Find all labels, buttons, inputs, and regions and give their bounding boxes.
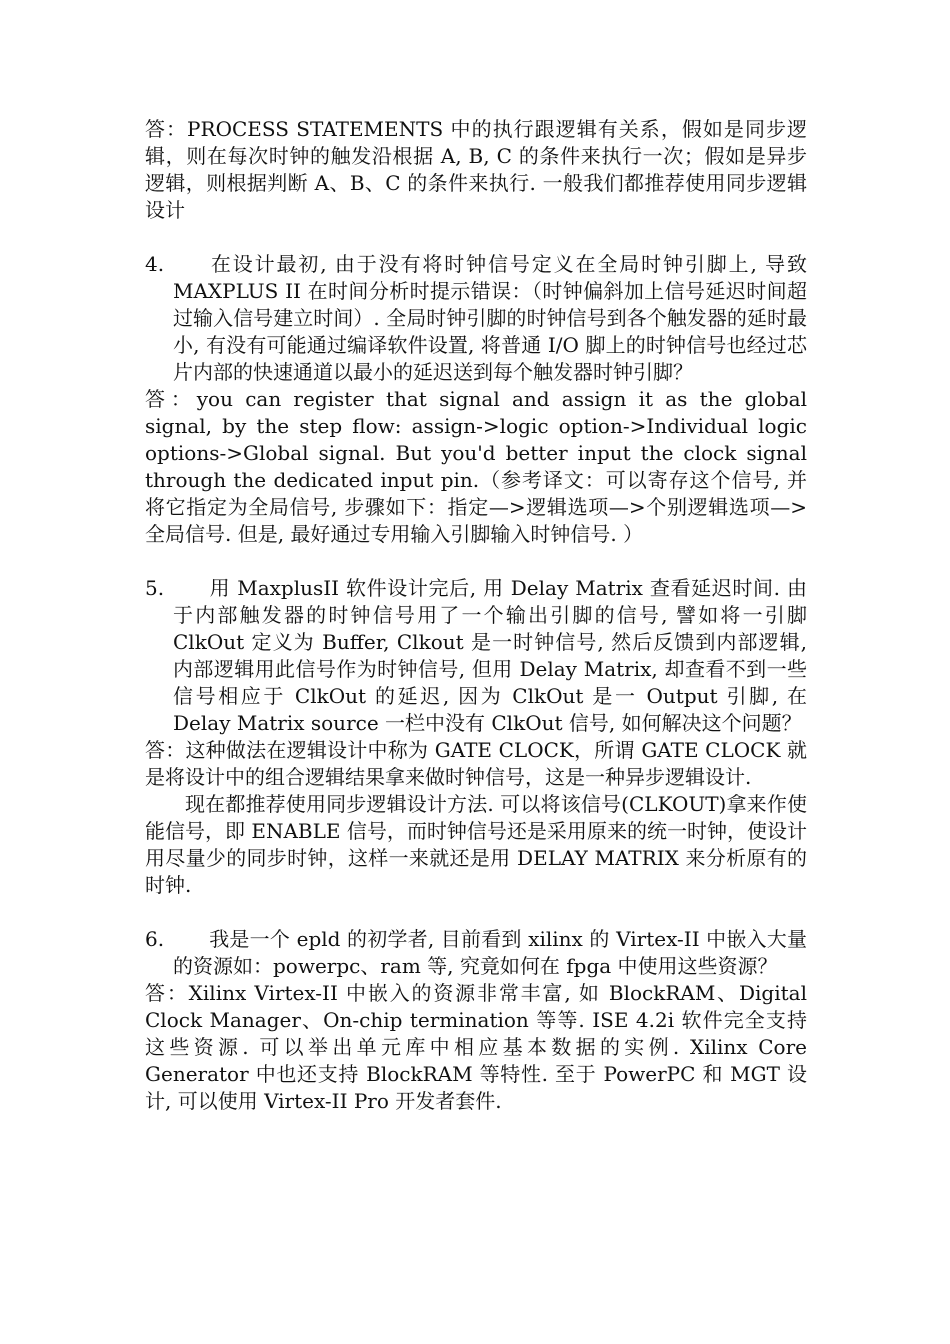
answer-3: 答：PROCESS STATEMENTS 中的执行跟逻辑有关系，假如是同步逻辑，则在每次时钟的触发沿根据 A, B, C 的条件来执行一次；假如是异步逻辑，则根据判断 A、B、C 的条件来执行. 一般我们都推荐使用同步逻辑设计 xyxy=(145,117,807,222)
answer-5-part-2: 现在都推荐使用同步逻辑设计方法. 可以将该信号(CLKOUT)拿来作使能信号，即 ENABLE 信号，而时钟信号还是采用原来的统一时钟，使设计用尽量少的同步时钟，这样一来就还是用 DELAY MATRIX 来分析原有的时钟. xyxy=(145,792,807,897)
answer-6: 答：Xilinx Virtex-II 中嵌入的资源非常丰富, 如 BlockRAM、Digital Clock Manager、On-chip termination 等等. ISE 4.2i 软件完全支持这些资源. 可以举出单元库中相应基本数据的实例. Xilinx Core Generator 中也还支持 BlockRAM 等特性. 至于 PowerPC 和 MGT 设计, 可以使用 Virtex-II Pro 开发者套件. xyxy=(145,981,807,1113)
question-4 xyxy=(145,251,807,386)
answer-5-part-1: 答：这种做法在逻辑设计中称为 GATE CLOCK，所谓 GATE CLOCK 就是将设计中的组合逻辑结果拿来做时钟信号，这是一种异步逻辑设计. xyxy=(145,738,807,789)
document-page xyxy=(145,116,807,1115)
question-5-number: 5. xyxy=(145,576,165,600)
answer-4: 答：you can register that signal and assign it as the global signal, by the step flow: assign->logic option->Individual logic options->Global signal. But you'd better input the clock signal through the dedicated input pin.（参考译文：可以寄存这个信号, 并将它指定为全局信号, 步骤如下：指定—>逻辑选项—>个别逻辑选项—>全局信号. 但是, 最好通过专用输入引脚输入时钟信号. ） xyxy=(145,387,807,546)
question-6-text: 我是一个 epld 的初学者, 目前看到 xilinx 的 Virtex-II 中嵌入大量的资源如：powerpc、ram 等, 究竟如何在 fpga 中使用这些资源？ xyxy=(173,927,807,978)
spacer xyxy=(145,224,807,251)
spacer xyxy=(145,548,807,575)
question-6-number: 6. xyxy=(145,927,165,951)
spacer xyxy=(145,899,807,926)
question-5-text: 用 MaxplusII 软件设计完后, 用 Delay Matrix 查看延迟时间. 由于内部触发器的时钟信号用了一个输出引脚的信号, 譬如将一引脚 ClkOut 定义为 Buffer, Clkout 是一时钟信号, 然后反馈到内部逻辑, 内部逻辑用此信号作为时钟信号, 但用 Delay Matrix, 却查看不到一些信号相应于 ClkOut 的延迟, 因为 ClkOut 是一 Output 引脚, 在 Delay Matrix source 一栏中没有 ClkOut 信号, 如何解决这个问题？ xyxy=(173,576,807,735)
question-4-text: 在设计最初, 由于没有将时钟信号定义在全局时钟引脚上, 导致 MAXPLUS II 在时间分析时提示错误：（时钟偏斜加上信号延迟时间超过输入信号建立时间）. 全局时钟引脚的时钟信号到各个触发器的延时最小, 有没有可能通过编译软件设置, 将普通 I/O 脚上的时钟信号也经过芯片内部的快速通道以最小的延迟送到每个触发器时钟引脚？ xyxy=(173,252,807,384)
question-6 xyxy=(145,926,807,980)
question-5 xyxy=(145,575,807,737)
question-4-number: 4. xyxy=(145,252,165,276)
